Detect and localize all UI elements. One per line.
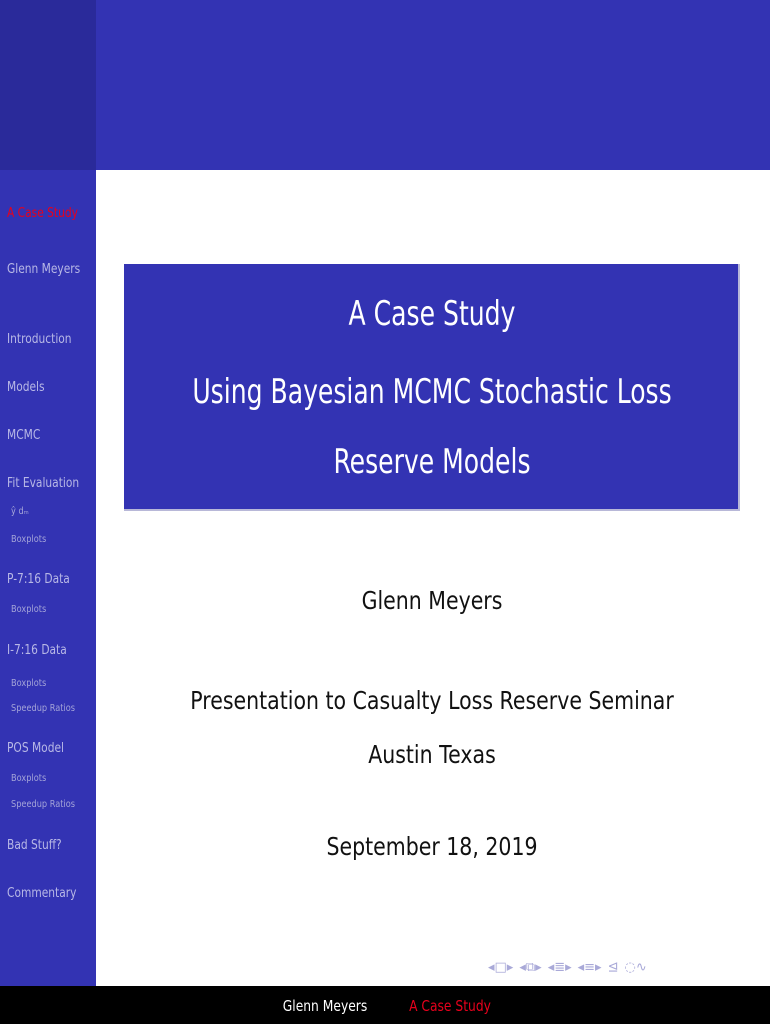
sidebar-subitem-fit-eval-boxplots[interactable]: Boxplots [11,534,47,545]
sidebar-item-bad-stuff[interactable]: Bad Stuff? [7,838,62,853]
top-header-bar [0,0,770,170]
sidebar-subitem-i-speedup[interactable]: Speedup Ratios [11,703,76,714]
footer-bar [0,986,770,1024]
document-nav-icon[interactable]: ◂≡▸ [577,959,602,975]
sidebar-subitem-pos-boxplots[interactable]: Boxplots [11,773,47,784]
sidebar-item-fit-evaluation[interactable]: Fit Evaluation [7,476,80,491]
sidebar-subitem-fit-eval-math[interactable]: ŷ dₘ [11,506,29,517]
sidebar-subitem-pos-speedup[interactable]: Speedup Ratios [11,799,76,810]
appendix-icon[interactable]: ⊴ [607,959,619,975]
sidebar-item-p-data[interactable]: P-7:16 Data [7,572,70,587]
event-line-2: Austin Texas [368,740,496,769]
sidebar-subitem-i-boxplots[interactable]: Boxplots [11,678,47,689]
footer-title: A Case Study [409,997,491,1015]
sidebar-item-author[interactable]: Glenn Meyers [7,262,81,277]
subsection-nav-icon[interactable]: ◂⧉▸ [519,959,542,975]
sidebar-item-introduction[interactable]: Introduction [7,332,72,347]
top-left-sidebar-corner [0,0,96,170]
sidebar-item-commentary[interactable]: Commentary [7,886,77,901]
presentation-date: September 18, 2019 [326,832,538,861]
event-line-1: Presentation to Casualty Loss Reserve Seminar [190,686,674,715]
sidebar-item-mcmc[interactable]: MCMC [7,428,41,443]
sidebar-item-i-data[interactable]: I-7:16 Data [7,643,67,658]
sidebar-navigation [0,170,96,986]
search-icon[interactable]: ◌∿ [624,959,647,975]
title-block [124,264,740,511]
footer-author: Glenn Meyers [272,986,379,1024]
title-line-2: Using Bayesian MCMC Stochastic Loss [192,372,672,412]
sidebar-subitem-p-boxplots[interactable]: Boxplots [11,604,47,615]
sidebar-item-pos-model[interactable]: POS Model [7,741,64,756]
author-name: Glenn Meyers [361,586,503,615]
sidebar-item-a-case-study[interactable]: A Case Study [7,206,78,221]
title-line-1: A Case Study [348,294,516,334]
frame-prev-icon[interactable]: ◂□▸ [488,959,514,975]
beamer-navigation-symbols [488,957,647,977]
section-nav-icon[interactable]: ◂≣▸ [547,959,572,975]
title-line-3: Reserve Models [333,442,531,482]
sidebar-item-models[interactable]: Models [7,380,45,395]
